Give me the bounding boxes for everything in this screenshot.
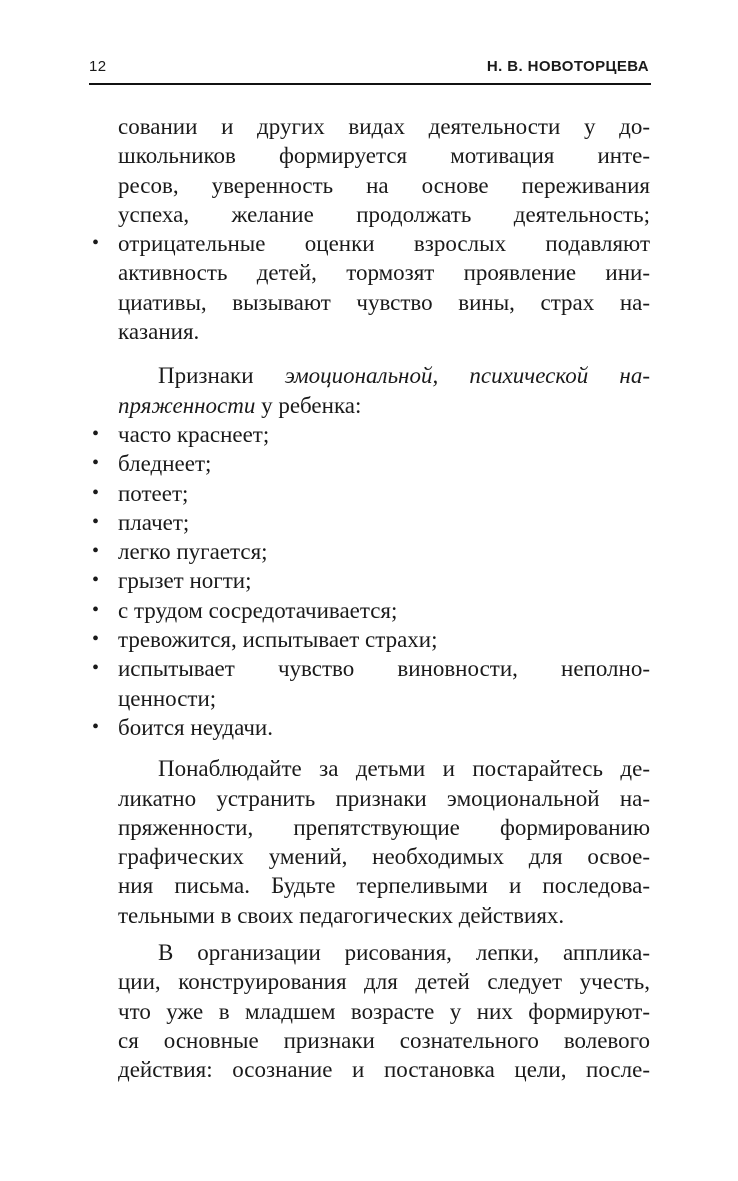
bullet-item-negative-assessments [92, 229, 650, 346]
list-item [92, 654, 650, 713]
list-item [92, 713, 650, 742]
page-body [92, 112, 650, 1085]
text-line: ции, конструирования для детей следует учесть, [118, 969, 650, 995]
text-line: активность детей, тормозят проявление ини- [118, 260, 650, 286]
text-line: школьников формируется мотивация инте- [118, 143, 650, 169]
author-name: Н. В. НОВОТОРЦЕВА [486, 58, 649, 75]
text-line: успеха, желание продолжать деятельность; [118, 201, 650, 227]
text-line: что уже в младшем возрасте у них формируют- [118, 998, 650, 1024]
list-item-text: грызет ногти; [118, 568, 252, 594]
signs-intro-italic-2: пряженности [118, 392, 256, 418]
text-line: циативы, вызывают чувство вины, страх на- [118, 289, 650, 315]
list-item-text: бледнеет; [118, 451, 212, 477]
signs-intro-paragraph [118, 361, 650, 420]
spacer [118, 742, 650, 754]
list-item [92, 479, 650, 508]
text-line: казания. [118, 319, 200, 345]
list-item-text: с трудом сосредотачивается; [118, 597, 398, 623]
signs-intro-plain-2: у ребенка: [255, 392, 362, 418]
text-line: графических умений, необходимых для освое- [118, 844, 650, 870]
list-item [92, 537, 650, 566]
text-line: пряженности, препятствующие формированию [118, 814, 650, 840]
text-line: ния письма. Будьте терпеливыми и последова- [118, 873, 650, 899]
list-item [92, 625, 650, 654]
bullet-icon: • [92, 422, 100, 445]
list-item-text: легко пугается; [118, 539, 268, 565]
spacer [118, 346, 650, 361]
list-item-text: потеет; [118, 480, 189, 506]
text-line: действия: осознание и постановка цели, после- [118, 1057, 650, 1083]
list-item-text: тревожится, испытывает страхи; [118, 627, 438, 653]
signs-intro-plain: Признаки [158, 363, 285, 389]
bullet-icon: • [92, 481, 100, 504]
bullet-icon: • [92, 715, 100, 738]
list-item [92, 420, 650, 449]
bullet-icon: • [92, 452, 100, 475]
list-item [92, 449, 650, 478]
list-item [92, 508, 650, 537]
list-item-text: боится неудачи. [118, 714, 273, 740]
text-line: ликатно устранить признаки эмоциональной на- [118, 785, 650, 811]
observe-paragraph [118, 754, 650, 930]
organize-paragraph [118, 938, 650, 1084]
continuation-paragraph [118, 112, 650, 229]
header-rule [89, 83, 651, 85]
list-item-text: испытывает чувство виновности, неполно- [118, 656, 650, 682]
spacer [118, 930, 650, 938]
bullet-icon: • [92, 657, 100, 680]
list-item-text: ценности; [118, 685, 217, 711]
text-line: тельными в своих педагогических действиях. [118, 902, 565, 928]
list-item [92, 596, 650, 625]
running-head [89, 56, 649, 80]
bullet-icon: • [92, 232, 100, 255]
list-item [92, 566, 650, 595]
bullet-icon: • [92, 540, 100, 563]
bullet-icon: • [92, 628, 100, 651]
list-item-text: часто краснеет; [118, 421, 270, 447]
bullet-icon: • [92, 569, 100, 592]
signs-intro-italic: эмоциональной, психической на- [284, 363, 650, 389]
text-line [118, 391, 650, 420]
bullet-icon: • [92, 598, 100, 621]
text-line: В организации рисования, лепки, апплика- [158, 940, 650, 966]
text-line: ся основные признаки сознательного волевого [118, 1027, 650, 1053]
text-line [118, 361, 650, 390]
list-item-text: плачет; [118, 509, 190, 535]
text-line: ресов, уверенность на основе переживания [118, 172, 650, 198]
signs-list [92, 420, 650, 742]
text-line: совании и других видах деятельности у до- [118, 114, 650, 139]
text-line: отрицательные оценки взрослых подавляют [118, 231, 650, 257]
text-line: Понаблюдайте за детьми и постарайтесь де- [158, 756, 650, 782]
page-number: 12 [89, 58, 107, 75]
bullet-icon: • [92, 510, 100, 533]
